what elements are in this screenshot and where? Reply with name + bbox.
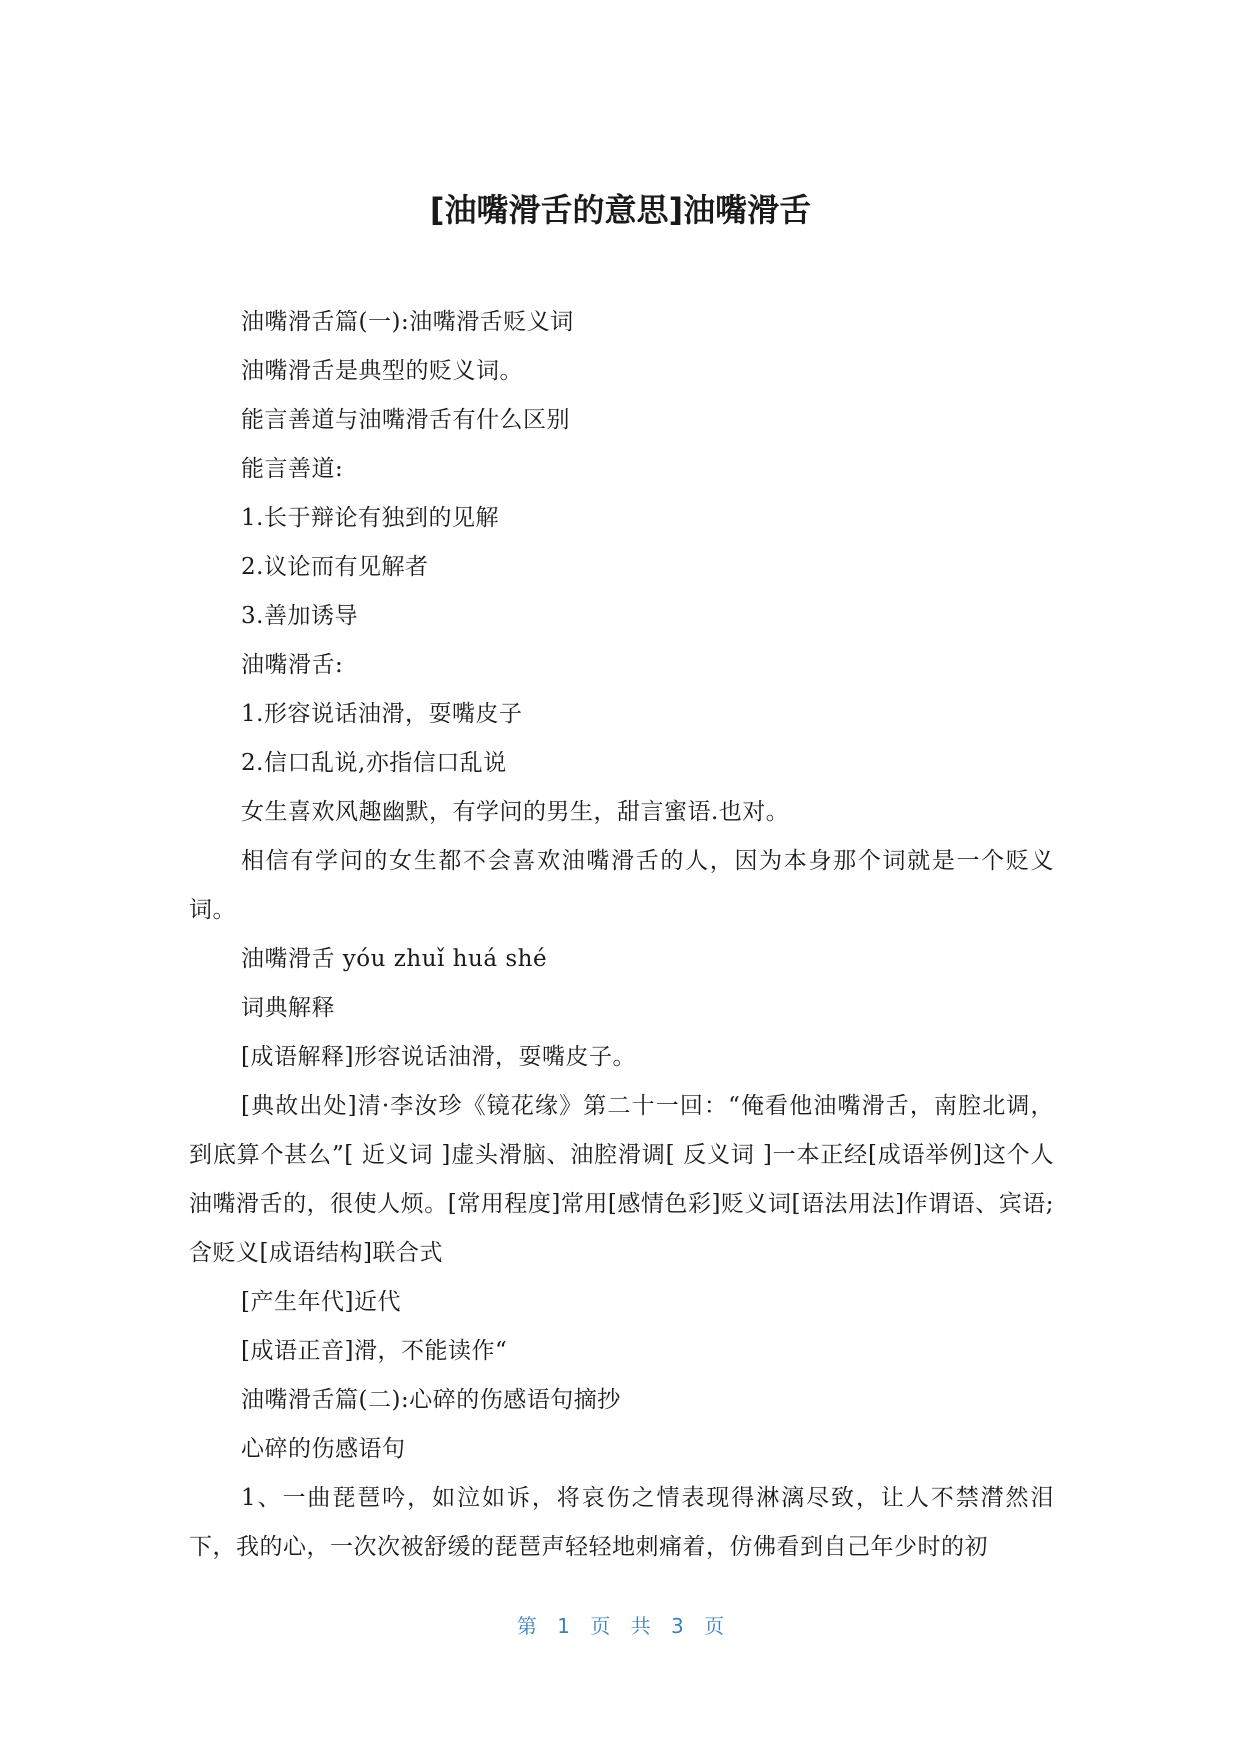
paragraph: [成语解释]形容说话油滑，耍嘴皮子。 <box>241 1044 636 1070</box>
paragraph: 2.信口乱说,亦指信口乱说 <box>241 750 507 776</box>
paragraph: 能言善道: <box>241 456 344 482</box>
paragraph: 2.议论而有见解者 <box>241 554 429 580</box>
paragraph: [典故出处]清·李汝珍《镜花缘》第二十一回：“俺看他油嘴滑舌，南腔北调，到底算个甚么”[ 近义词 ]虚头滑脑、油腔滑调[ 反义词 ]一本正经[成语举例]这个人油嘴滑舌的，很使人烦。[常用程度]常用[感情色彩]贬义词[语法用法]作谓语、宾语;含贬义[成语结构]联合式 <box>189 1093 1054 1266</box>
paragraph: 心碎的伤感语句 <box>241 1436 406 1462</box>
paragraph: 1.长于辩论有独到的见解 <box>241 505 499 531</box>
paragraph: 油嘴滑舌: <box>241 652 344 678</box>
paragraph: 油嘴滑舌篇(二):心碎的伤感语句摘抄 <box>241 1387 621 1413</box>
document-title: [油嘴滑舌的意思]油嘴滑舌 <box>429 191 812 229</box>
paragraph: 1.形容说话油滑，耍嘴皮子 <box>241 701 523 727</box>
paragraph: 3.善加诱导 <box>241 603 358 629</box>
paragraph: 1、一曲琵琶吟，如泣如诉，将哀伤之情表现得淋漓尽致，让人不禁潸然泪下，我的心，一次次被舒缓的琵琶声轻轻地刺痛着，仿佛看到自己年少时的初 <box>189 1485 1054 1560</box>
paragraph: [产生年代]近代 <box>241 1289 401 1315</box>
paragraph: [成语正音]滑，不能读作“ <box>241 1338 508 1364</box>
paragraph: 油嘴滑舌是典型的贬义词。 <box>241 358 523 384</box>
document-body <box>189 298 1054 1572</box>
paragraph: 能言善道与油嘴滑舌有什么区别 <box>241 407 570 433</box>
paragraph: 相信有学问的女生都不会喜欢油嘴滑舌的人，因为本身那个词就是一个贬义词。 <box>189 848 1054 923</box>
paragraph: 油嘴滑舌 yóu zhuǐ huá shé <box>241 946 548 972</box>
paragraph: 词典解释 <box>241 995 335 1021</box>
paragraph: 女生喜欢风趣幽默，有学问的男生，甜言蜜语.也对。 <box>241 799 790 825</box>
paragraph: 油嘴滑舌篇(一):油嘴滑舌贬义词 <box>241 309 574 335</box>
page-number: 第 1 页 共 3 页 <box>516 1614 725 1638</box>
